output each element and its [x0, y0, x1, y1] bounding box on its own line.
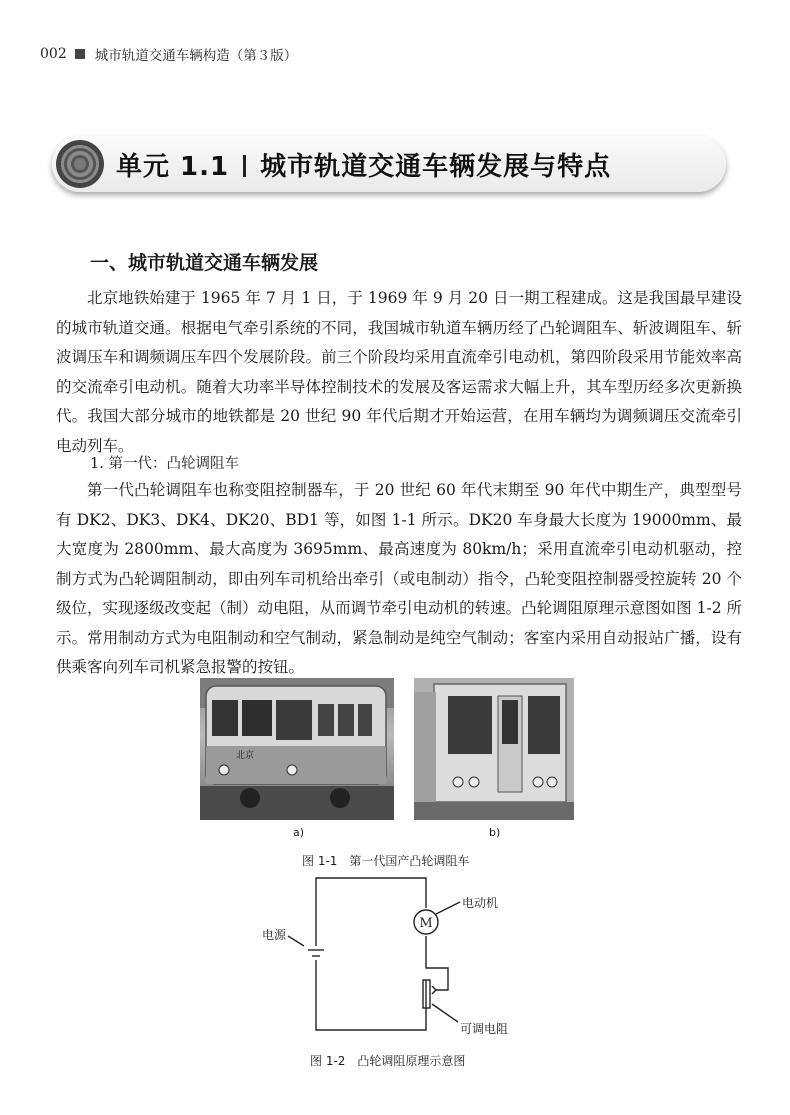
label-motor: 电动机	[462, 896, 499, 910]
train-photo-a	[200, 678, 394, 820]
section-heading: 一、城市轨道交通车辆发展	[90, 252, 319, 274]
subsection-heading: 1. 第一代：凸轮调阻车	[90, 456, 239, 472]
motor-symbol: M	[419, 916, 433, 931]
figure-sublabel-a: a)	[293, 826, 305, 839]
paragraph-1: 北京地铁始建于 1965 年 7 月 1 日，于 1969 年 9 月 20 日一期工程建成。这是我国最早建设的城市轨道交通。根据电气牵引系统的不同，我国城市轨道车辆历经了凸轮调阻车、斩波调阻车、斩波调压车和调频调压车四个发展阶段。前三个阶段均采用直流牵引电动机，第四阶段采用节能效率高的交流牵引电动机。随着大功率半导体控制技术的发展及客运需求大幅上升，其车型历经多次更新换代。我国大部分城市的地铁都是 20 世纪 90 年代后期才开始运营，在用车辆均为调频调压交流牵引电动列车。	[56, 289, 742, 455]
unit-title-separator	[243, 155, 246, 177]
figure-1-2-caption: 图 1-2 凸轮调阻原理示意图	[310, 1054, 466, 1068]
label-power: 电源	[262, 928, 287, 942]
train-plate-text: 北京	[236, 751, 255, 761]
figure-1-1-caption: 图 1-1 第一代国产凸轮调阻车	[302, 854, 470, 868]
circuit-diagram	[260, 872, 560, 1048]
paragraph-2: 第一代凸轮调阻车也称变阻控制器车，于 20 世纪 60 年代末期至 90 年代中期生产，典型型号有 DK2、DK3、DK4、DK20、BD1 等，如图 1-1 所示。DK20 车身最大长度为 19000mm、最大宽度为 2800mm、最大高度为 3695mm、最高速度为 80km/h；采用直流牵引电动机驱动，控制方式为凸轮调阻制动，即由列车司机给出牵引（或电制动）指令，凸轮变阻控制器受控旋转 20 个级位，实现逐级改变起（制）动电阻，从而调节牵引电动机的转速。凸轮调阻原理示意图如图 1-2 所示。常用制动方式为电阻制动和空气制动，紧急制动是纯空气制动；客室内采用自动报站广播，设有供乘客向列车司机紧急报警的按钮。	[56, 481, 742, 676]
figure-sublabel-b: b)	[489, 826, 501, 839]
train-photo-b	[414, 678, 574, 820]
book-title: 城市轨道交通车辆构造（第３版）	[94, 48, 298, 64]
header-square-icon	[75, 49, 85, 59]
label-resistor: 可调电阻	[460, 1022, 509, 1036]
page-number: 002	[40, 46, 67, 62]
unit-title	[116, 146, 611, 183]
unit-label: 单元 1.1	[116, 152, 230, 182]
unit-title-text: 城市轨道交通车辆发展与特点	[260, 152, 612, 182]
concentric-circle-icon	[56, 140, 104, 188]
running-header	[40, 44, 297, 64]
